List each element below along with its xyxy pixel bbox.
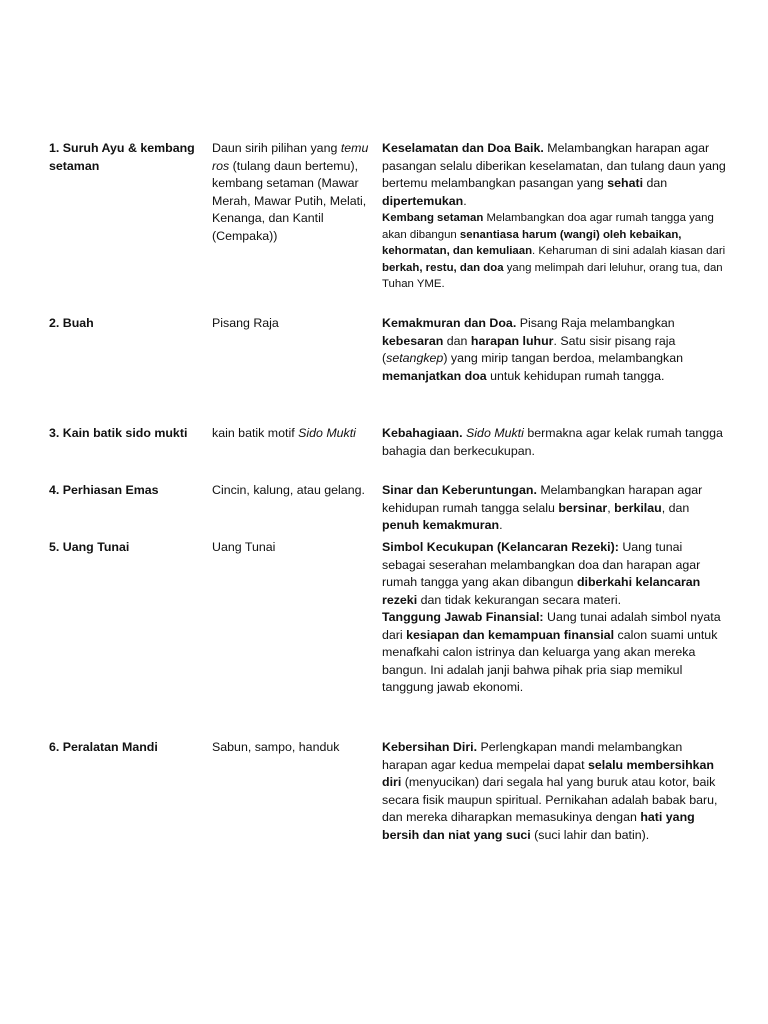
item-description: Uang Tunai: [212, 540, 276, 554]
meaning-paragraph: Tanggung Jawab Finansial: Uang tunai adalah simbol nyata dari kesiapan dan kemampuan finansial calon suami untuk menafkahi calon istrinya dan keluarga yang akan mereka bangun. Ini adalah janji bahwa pihak pria siap memikul tanggung jawab ekonomi.: [382, 610, 721, 694]
item-name: 5. Uang Tunai: [49, 540, 130, 554]
item-meaning: Sinar dan Keberuntungan. Melambangkan harapan agar kehidupan rumah tangga selalu bersinar, berkilau, dan penuh kemakmuran.: [382, 483, 703, 532]
item-meaning: [382, 140, 727, 293]
item-name: 3. Kain batik sido mukti: [49, 426, 188, 440]
item-name: 4. Perhiasan Emas: [49, 483, 159, 497]
item-description: Daun sirih pilihan yang temu ros (tulang daun bertemu), kembang setaman (Mawar Merah, Mawar Putih, Melati, Kenanga, dan Kantil (Cempaka)): [212, 141, 369, 243]
item-description: Sabun, sampo, handuk: [212, 740, 340, 754]
item-name: 2. Buah: [49, 316, 94, 330]
item-meaning: Kebahagiaan. Sido Mukti bermakna agar kelak rumah tangga bahagia dan berkecukupan.: [382, 426, 723, 458]
item-description: Pisang Raja: [212, 316, 279, 330]
meaning-paragraph: Kembang setaman Melambangkan doa agar rumah tangga yang akan dibangun senantiasa harum (wangi) oleh kebaikan, kehormatan, dan kemuliaan. Keharuman di sini adalah kiasan dari berkah, restu, dan doa yang melimpah dari leluhur, orang tua, dan Tuhan YME.: [382, 212, 726, 290]
item-meaning: Kemakmuran dan Doa. Pisang Raja melambangkan kebesaran dan harapan luhur. Satu sisir pisang raja (setangkep) yang mirip tangan berdoa, melambangkan memanjatkan doa untuk kehidupan rumah tangga.: [382, 316, 684, 383]
item-name: 6. Peralatan Mandi: [49, 740, 158, 754]
item-name: 1. Suruh Ayu & kembang setaman: [49, 141, 195, 173]
item-meaning: [382, 539, 727, 697]
meaning-paragraph: Simbol Kecukupan (Kelancaran Rezeki): Uang tunai sebagai seserahan melambangkan doa dan harapan agar rumah tangga yang akan dibangun diberkahi kelancaran rezeki dan tidak kekurangan secara materi.: [382, 540, 701, 607]
meaning-paragraph: Keselamatan dan Doa Baik. Melambangkan harapan agar pasangan selalu diberikan keselamatan, dan tulang daun yang bertemu melambangkan pasangan yang sehati dan dipertemukan.: [382, 141, 726, 208]
item-description: Cincin, kalung, atau gelang.: [212, 483, 365, 497]
item-description: kain batik motif Sido Mukti: [212, 426, 356, 440]
item-meaning: Kebersihan Diri. Perlengkapan mandi melambangkan harapan agar kedua mempelai dapat selalu membersihkan diri (menyucikan) dari segala hal yang buruk atau kotor, baik secara fisik maupun spiritual. Pernikahan adalah babak baru, dan mereka diharapkan memasukinya dengan hati yang bersih dan niat yang suci (suci lahir dan batin).: [382, 740, 718, 842]
